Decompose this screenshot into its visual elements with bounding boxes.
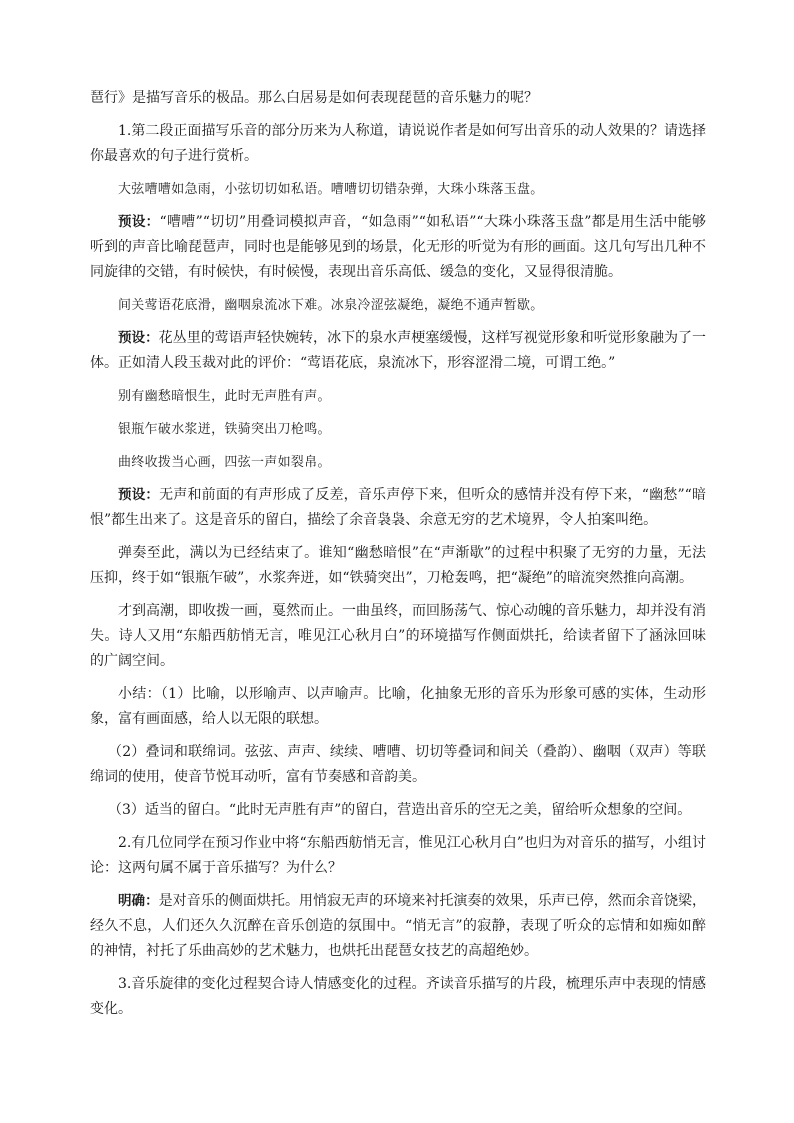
quote-text: 别有幽愁暗恨生，此时无声胜有声。 (118, 389, 331, 404)
paragraph-text: （3）适当的留白。“此时无声胜有声”的留白，营造出音乐的空无之美，留给听众想象的空间。 (108, 802, 692, 818)
paragraph-text: 弹奏至此，满以为已经结束了。谁知“幽愁暗恨”在“声渐歇”的过程中积聚了无穷的力量，无法压抑，终于如“银瓶乍破”，水浆奔迸，如“铁骑突出”，刀枪轰鸣，把“凝绝”的暗流突然推向高潮。 (90, 545, 706, 586)
clarify-label: 明确： (118, 893, 159, 909)
paragraph-text: 花丛里的莺语声轻快婉转，冰下的泉水声梗塞缓慢，这样写视觉形象和听觉形象融为了一体。正如清人段玉裁对此的评价：“莺语花底，泉流冰下，形容涩滑二境，可谓工绝。” (90, 330, 707, 371)
intro-paragraph (90, 86, 706, 111)
paragraph-text: （2）叠词和联绵词。弦弦、声声、续续、嘈嘈、切切等叠词和间关（叠韵）、幽咽（双声）等联绵词的使用，使音节悦耳动听，富有节奏感和音韵美。 (90, 744, 706, 785)
preset-paragraph (90, 210, 706, 285)
paragraph-text: 3.音乐旋律的变化过程契合诗人情感变化的过程。齐读音乐描写的片段，梳理乐声中表现的情感变化。 (90, 976, 706, 1017)
question-2 (90, 831, 706, 881)
document-page (90, 86, 706, 1030)
preset-label: 预设： (118, 330, 159, 346)
poem-quote (90, 384, 706, 409)
poem-quote (90, 450, 706, 475)
quote-text: 间关莺语花底滑，幽咽泉流冰下难。冰泉冷涩弦凝绝，凝绝不通声暂歇。 (118, 298, 544, 313)
preset-paragraph (90, 326, 706, 376)
preset-label: 预设： (118, 214, 160, 230)
quote-text: 大弦嘈嘈如急雨，小弦切切如私语。嘈嘈切切错杂弹，大珠小珠落玉盘。 (118, 182, 544, 197)
question-1 (90, 119, 706, 169)
paragraph-text: 琶行》是描写音乐的极品。那么白居易是如何表现琵琶的音乐魅力的呢？ (90, 90, 538, 106)
preset-paragraph (90, 483, 706, 533)
poem-quote (90, 417, 706, 442)
analysis-paragraph (90, 599, 706, 674)
paragraph-text: 是对音乐的侧面烘托。用悄寂无声的环境来衬托演奏的效果，乐声已停，然而余音饶梁，经久不息，人们还久久沉醉在音乐创造的氛围中。“悄无言”的寂静，表现了听众的忘情和如痴如醉的神情，衬托了乐曲高妙的艺术魅力，也烘托出琵琶女技艺的高超绝妙。 (90, 893, 707, 959)
summary-point-3 (90, 798, 706, 823)
poem-quote (90, 293, 706, 318)
preset-label: 预设： (118, 487, 160, 503)
paragraph-text: 2.有几位同学在预习作业中将“东船西舫悄无言，惟见江心秋月白”也归为对音乐的描写，小组讨论：这两句属不属于音乐描写？为什么？ (90, 835, 706, 876)
quote-text: 曲终收拨当心画，四弦一声如裂帛。 (118, 455, 331, 470)
analysis-paragraph (90, 541, 706, 591)
clarify-paragraph (90, 889, 706, 964)
paragraph-text: 1.第二段正面描写乐音的部分历来为人称道，请说说作者是如何写出音乐的动人效果的？请选择你最喜欢的句子进行赏析。 (90, 123, 706, 164)
paragraph-text: 无声和前面的有声形成了反差，音乐声停下来，但听众的感情并没有停下来，“幽愁”“暗恨”都生出来了。这是音乐的留白，描绘了余音袅袅、余意无穷的艺术境界，令人拍案叫绝。 (90, 487, 706, 528)
summary-paragraph (90, 682, 706, 732)
question-3 (90, 972, 706, 1022)
paragraph-text: 才到高潮，即收拨一画，戛然而止。一曲虽终，而回肠荡气、惊心动魄的音乐魅力，却并没有消失。诗人又用“东船西舫悄无言，唯见江心秋月白”的环境描写作侧面烘托，给读者留下了涵泳回味的广阔空间。 (90, 603, 706, 669)
paragraph-text: “嘈嘈”“切切”用叠词模拟声音，“如急雨”“如私语”“大珠小珠落玉盘”都是用生活中能够听到的声音比喻琵琶声，同时也是能够见到的场景，化无形的听觉为有形的画面。这几句写出几种不同旋律的交错，有时候快，有时候慢，表现出音乐高低、缓急的变化，又显得很清脆。 (90, 214, 706, 280)
paragraph-text: 小结：（1）比喻，以形喻声、以声喻声。比喻，化抽象无形的音乐为形象可感的实体，生动形象，富有画面感，给人以无限的联想。 (90, 686, 706, 727)
poem-quote (90, 177, 706, 202)
summary-point-2 (90, 740, 706, 790)
quote-text: 银瓶乍破水浆迸，铁骑突出刀枪鸣。 (118, 422, 331, 437)
